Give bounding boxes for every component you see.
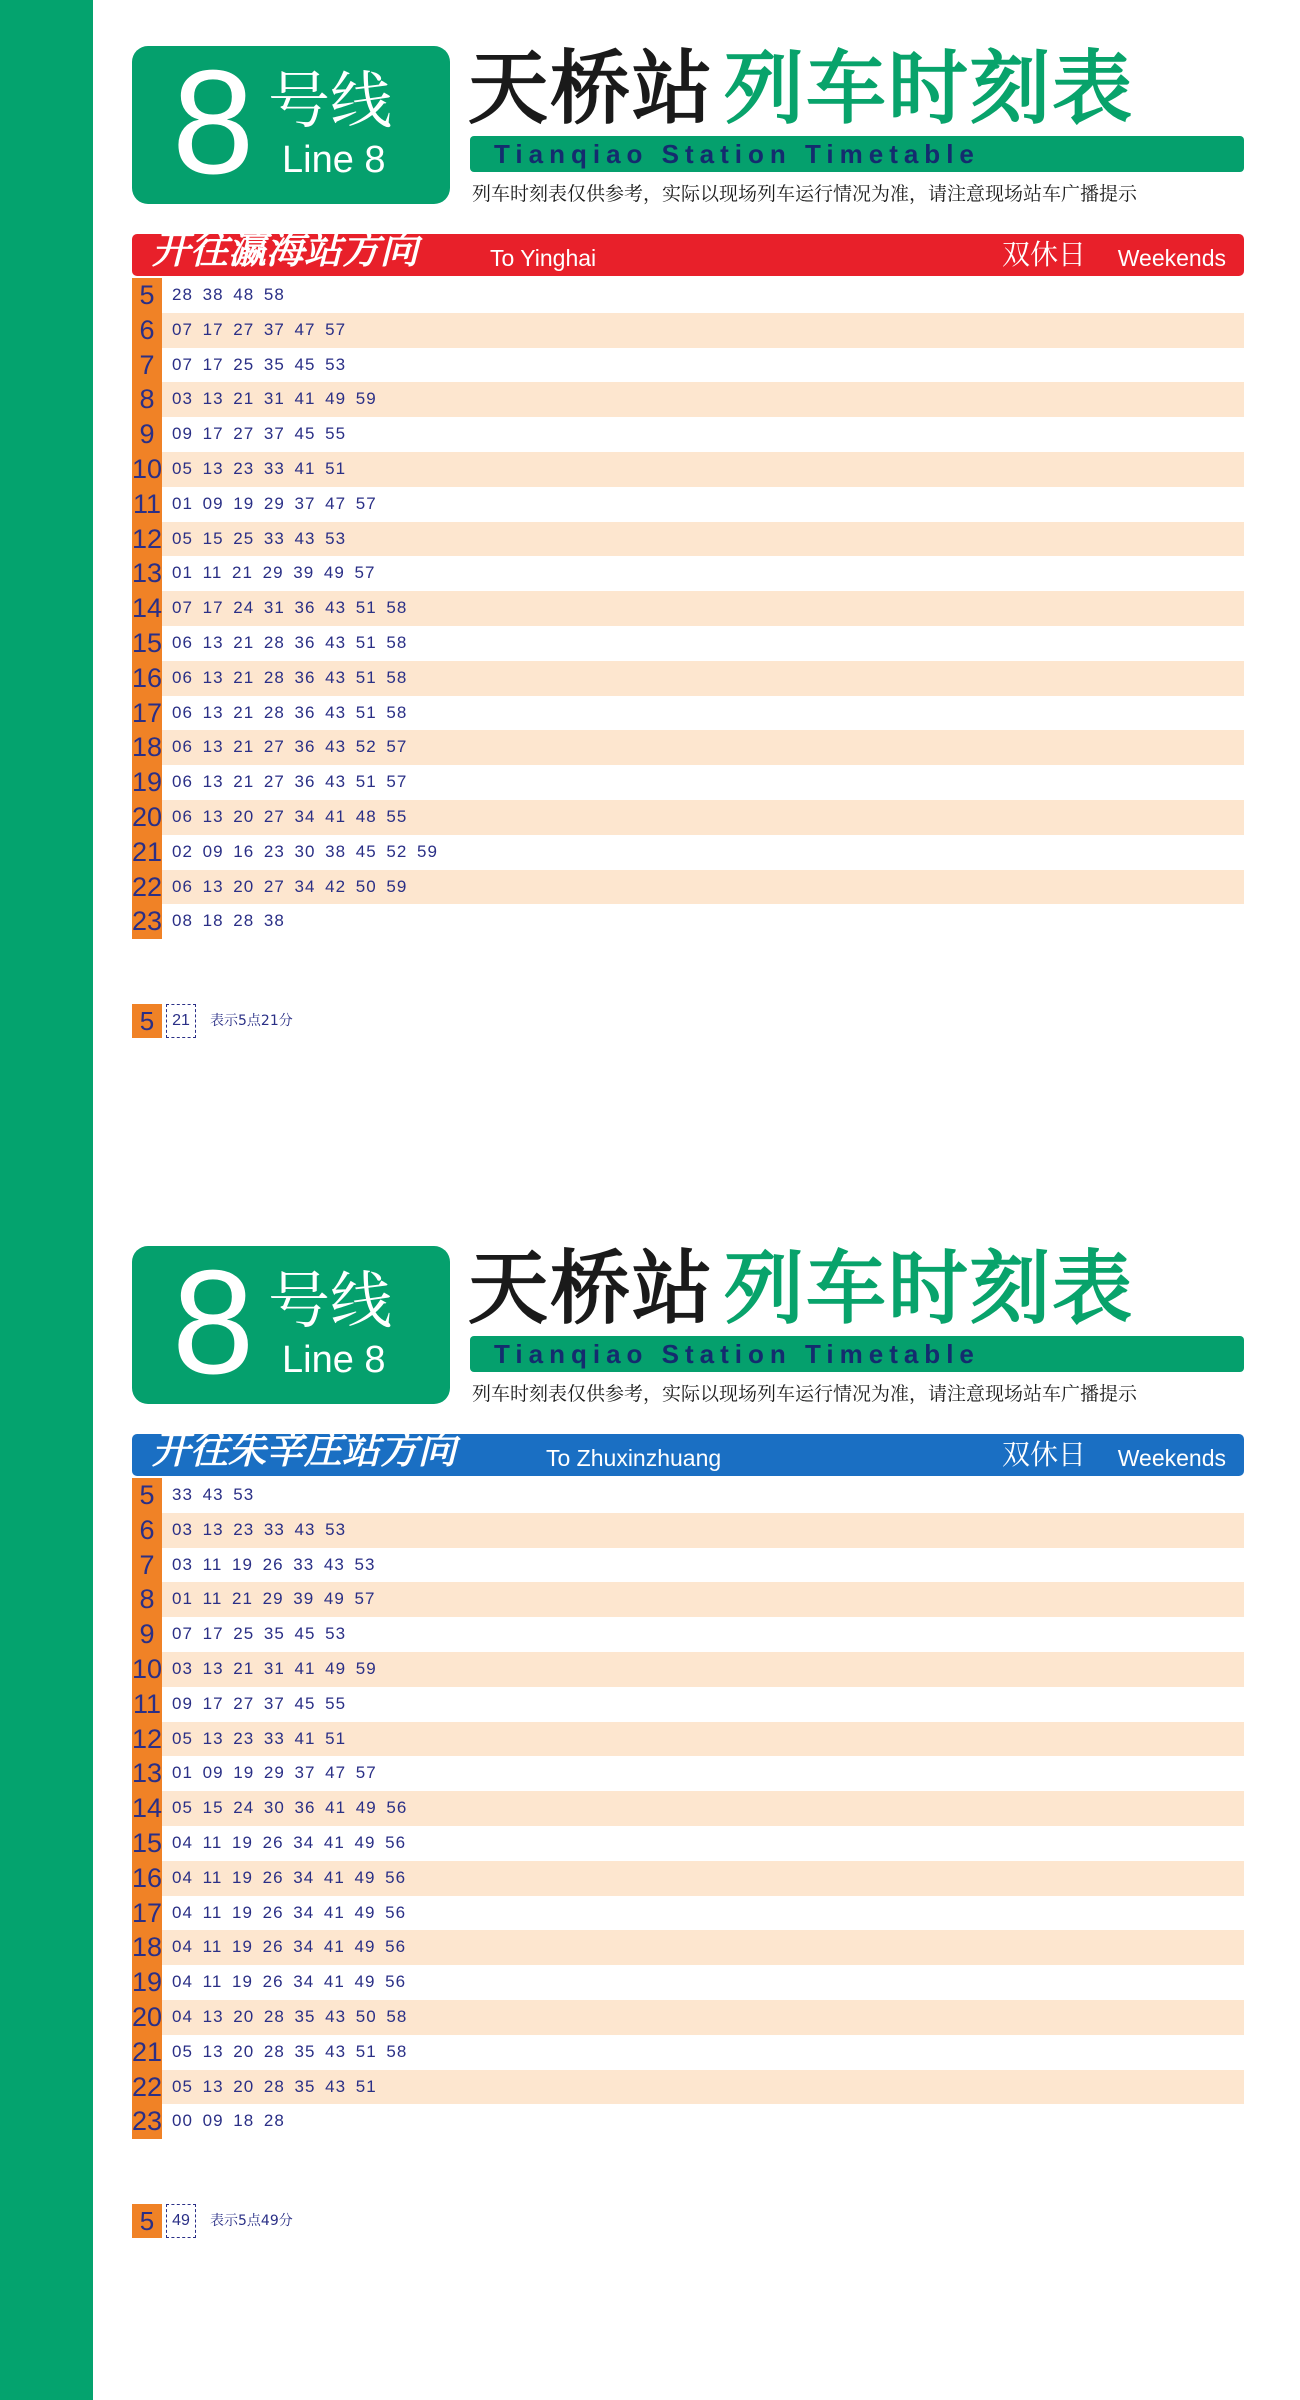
table-row — [132, 800, 1244, 835]
hour-cell: 17 — [132, 696, 162, 731]
table-row — [132, 1478, 1244, 1513]
hour-cell: 15 — [132, 1826, 162, 1861]
line-badge — [132, 1240, 450, 1405]
legend-text: 表示5点21分 — [210, 1013, 293, 1029]
hour-cell: 14 — [132, 591, 162, 626]
green-side-band — [0, 0, 93, 2400]
direction-bar — [132, 228, 1244, 276]
hour-cell: 22 — [132, 2070, 162, 2105]
minutes-cell: 05 13 20 28 35 43 51 — [172, 2076, 377, 2096]
hour-cell: 11 — [132, 487, 162, 522]
hour-cell: 13 — [132, 556, 162, 591]
minutes-cell: 33 43 53 — [172, 1485, 255, 1504]
table-row — [132, 2104, 1244, 2139]
schedule-rows — [132, 278, 1244, 939]
table-row — [132, 835, 1244, 870]
hour-cell: 23 — [132, 2104, 162, 2139]
hour-cell: 10 — [132, 1652, 162, 1687]
table-row — [132, 522, 1244, 557]
table-row — [132, 1652, 1244, 1687]
minutes-cell: 03 11 19 26 33 43 53 — [172, 1554, 376, 1574]
minutes-cell: 04 11 19 26 34 41 49 56 — [172, 1902, 407, 1922]
minutes-cell: 03 13 23 33 43 53 — [172, 1519, 347, 1539]
minutes-cell: 01 09 19 29 37 47 57 — [172, 493, 377, 513]
legend-hour: 5 — [132, 1004, 162, 1038]
table-row — [132, 1756, 1244, 1791]
table-row — [132, 870, 1244, 905]
line-label-en: Line 8 — [282, 139, 386, 181]
english-title: Tianqiao Station Timetable — [494, 1339, 980, 1369]
table-row — [132, 556, 1244, 591]
hour-cell: 6 — [132, 313, 162, 348]
timetable-yinghai — [132, 40, 1244, 1084]
hour-cell: 8 — [132, 382, 162, 417]
table-row — [132, 1548, 1244, 1583]
hour-cell: 7 — [132, 1548, 162, 1583]
hour-cell: 20 — [132, 2000, 162, 2035]
table-row — [132, 2000, 1244, 2035]
hour-cell: 23 — [132, 904, 162, 939]
hour-cell: 17 — [132, 1896, 162, 1931]
minutes-cell: 06 13 21 27 36 43 52 57 — [172, 737, 408, 757]
minutes-cell: 05 15 24 30 36 41 49 56 — [172, 1798, 408, 1818]
hour-cell: 22 — [132, 870, 162, 905]
english-title: Tianqiao Station Timetable — [494, 139, 980, 169]
table-row — [132, 417, 1244, 452]
table-row — [132, 2070, 1244, 2105]
legend-minute: 49 — [166, 2204, 196, 2238]
minutes-cell: 07 17 24 31 36 43 51 58 — [172, 598, 408, 618]
minutes-cell: 06 13 20 27 34 41 48 55 — [172, 806, 408, 826]
page-title — [468, 1244, 1134, 1334]
table-row — [132, 1617, 1244, 1652]
legend-minute: 21 — [166, 1004, 196, 1038]
table-row — [132, 1861, 1244, 1896]
hour-cell: 9 — [132, 1617, 162, 1652]
minutes-cell: 04 11 19 26 34 41 49 56 — [172, 1832, 407, 1852]
minutes-cell: 06 13 21 27 36 43 51 57 — [172, 772, 408, 792]
minutes-cell: 01 11 21 29 39 49 57 — [172, 563, 376, 583]
line-number: 8 — [172, 1240, 255, 1405]
minutes-cell: 04 11 19 26 34 41 49 56 — [172, 1867, 407, 1887]
hour-cell: 16 — [132, 661, 162, 696]
hour-cell: 10 — [132, 452, 162, 487]
table-row — [132, 487, 1244, 522]
table-row — [132, 348, 1244, 383]
table-row — [132, 626, 1244, 661]
minutes-cell: 04 13 20 28 35 43 50 58 — [172, 2006, 408, 2026]
table-row — [132, 591, 1244, 626]
hour-cell: 18 — [132, 730, 162, 765]
notice-text: 列车时刻表仅供参考，实际以现场列车运行情况为准，请注意现场站车广播提示 — [472, 1383, 1138, 1405]
line-label-cn: 号线 — [268, 64, 393, 137]
hour-cell: 7 — [132, 348, 162, 383]
table-row — [132, 1582, 1244, 1617]
minutes-cell: 00 09 18 28 — [172, 2111, 285, 2131]
line-badge — [132, 40, 450, 205]
minutes-cell: 05 13 23 33 41 51 — [172, 1728, 347, 1748]
hour-cell: 12 — [132, 522, 162, 557]
table-row — [132, 765, 1244, 800]
english-title-bar — [470, 1336, 1244, 1372]
hour-cell: 6 — [132, 1513, 162, 1548]
table-row — [132, 2035, 1244, 2070]
table-row — [132, 1513, 1244, 1548]
hour-cell: 19 — [132, 1965, 162, 2000]
table-row — [132, 1965, 1244, 2000]
minutes-cell: 07 17 27 37 47 57 — [172, 319, 347, 339]
table-row — [132, 1791, 1244, 1826]
minutes-cell: 05 15 25 33 43 53 — [172, 528, 347, 548]
title-station: 天桥站 — [468, 42, 714, 135]
line-label-en: Line 8 — [282, 1339, 386, 1381]
minutes-cell: 06 13 21 28 36 43 51 58 — [172, 632, 408, 652]
hour-cell: 21 — [132, 2035, 162, 2070]
minutes-cell: 06 13 20 27 34 42 50 59 — [172, 876, 408, 896]
legend-hour: 5 — [132, 2204, 162, 2238]
hour-cell: 19 — [132, 765, 162, 800]
table-row — [132, 661, 1244, 696]
hour-cell: 14 — [132, 1791, 162, 1826]
hour-cell: 13 — [132, 1756, 162, 1791]
day-type-cn: 双休日 — [1001, 238, 1086, 271]
line-label-cn: 号线 — [268, 1264, 393, 1337]
title-timetable: 列车时刻表 — [724, 42, 1134, 135]
minutes-cell: 07 17 25 35 45 53 — [172, 1624, 347, 1644]
table-row — [132, 452, 1244, 487]
table-row — [132, 1722, 1244, 1757]
direction-cn: 开往朱辛庄站方向 — [152, 1428, 457, 1472]
minutes-cell: 05 13 23 33 41 51 — [172, 458, 347, 478]
hour-cell: 12 — [132, 1722, 162, 1757]
title-station: 天桥站 — [468, 1242, 714, 1335]
english-title-bar — [470, 136, 1244, 172]
hour-cell: 5 — [132, 1478, 162, 1513]
minutes-cell: 05 13 20 28 35 43 51 58 — [172, 2041, 408, 2061]
hour-cell: 18 — [132, 1930, 162, 1965]
day-type-en: Weekends — [1117, 1445, 1226, 1471]
legend-text: 表示5点49分 — [210, 2213, 293, 2229]
direction-en: To Yinghai — [490, 245, 597, 271]
direction-bar — [132, 1428, 1244, 1476]
minutes-cell: 08 18 28 38 — [172, 911, 285, 931]
minutes-cell: 02 09 16 23 30 38 45 52 59 — [172, 841, 438, 861]
minutes-cell: 03 13 21 31 41 49 59 — [172, 389, 377, 409]
minutes-cell: 06 13 21 28 36 43 51 58 — [172, 667, 408, 687]
minutes-cell: 01 11 21 29 39 49 57 — [172, 1589, 376, 1609]
notice-text: 列车时刻表仅供参考，实际以现场列车运行情况为准，请注意现场站车广播提示 — [472, 183, 1138, 205]
direction-en: To Zhuxinzhuang — [546, 1445, 722, 1471]
table-row — [132, 696, 1244, 731]
minutes-cell: 09 17 27 37 45 55 — [172, 424, 347, 444]
hour-cell: 11 — [132, 1687, 162, 1722]
hour-cell: 9 — [132, 417, 162, 452]
hour-cell: 20 — [132, 800, 162, 835]
table-row — [132, 1930, 1244, 1965]
day-type-en: Weekends — [1117, 245, 1226, 271]
page-title — [468, 44, 1134, 134]
minutes-cell: 04 11 19 26 34 41 49 56 — [172, 1937, 407, 1957]
table-row — [132, 1687, 1244, 1722]
table-row — [132, 278, 1244, 313]
hour-cell: 8 — [132, 1582, 162, 1617]
minutes-cell: 09 17 27 37 45 55 — [172, 1693, 347, 1713]
line-number: 8 — [172, 40, 255, 205]
hour-cell: 5 — [132, 278, 162, 313]
minutes-cell: 04 11 19 26 34 41 49 56 — [172, 1972, 407, 1992]
table-row — [132, 904, 1244, 939]
table-row — [132, 382, 1244, 417]
title-timetable: 列车时刻表 — [724, 1242, 1134, 1335]
timetable-zhuxinzhuang — [132, 1240, 1244, 2284]
minutes-cell: 01 09 19 29 37 47 57 — [172, 1763, 377, 1783]
day-type-cn: 双休日 — [1001, 1438, 1086, 1471]
minutes-cell: 28 38 48 58 — [172, 285, 285, 304]
table-row — [132, 1826, 1244, 1861]
table-row — [132, 1896, 1244, 1931]
table-row — [132, 730, 1244, 765]
minutes-cell: 03 13 21 31 41 49 59 — [172, 1658, 377, 1678]
minutes-cell: 06 13 21 28 36 43 51 58 — [172, 702, 408, 722]
hour-cell: 16 — [132, 1861, 162, 1896]
direction-cn: 开往瀛海站方向 — [152, 228, 419, 272]
hour-cell: 21 — [132, 835, 162, 870]
table-row — [132, 313, 1244, 348]
minutes-cell: 07 17 25 35 45 53 — [172, 354, 347, 374]
schedule-rows — [132, 1478, 1244, 2139]
hour-cell: 15 — [132, 626, 162, 661]
